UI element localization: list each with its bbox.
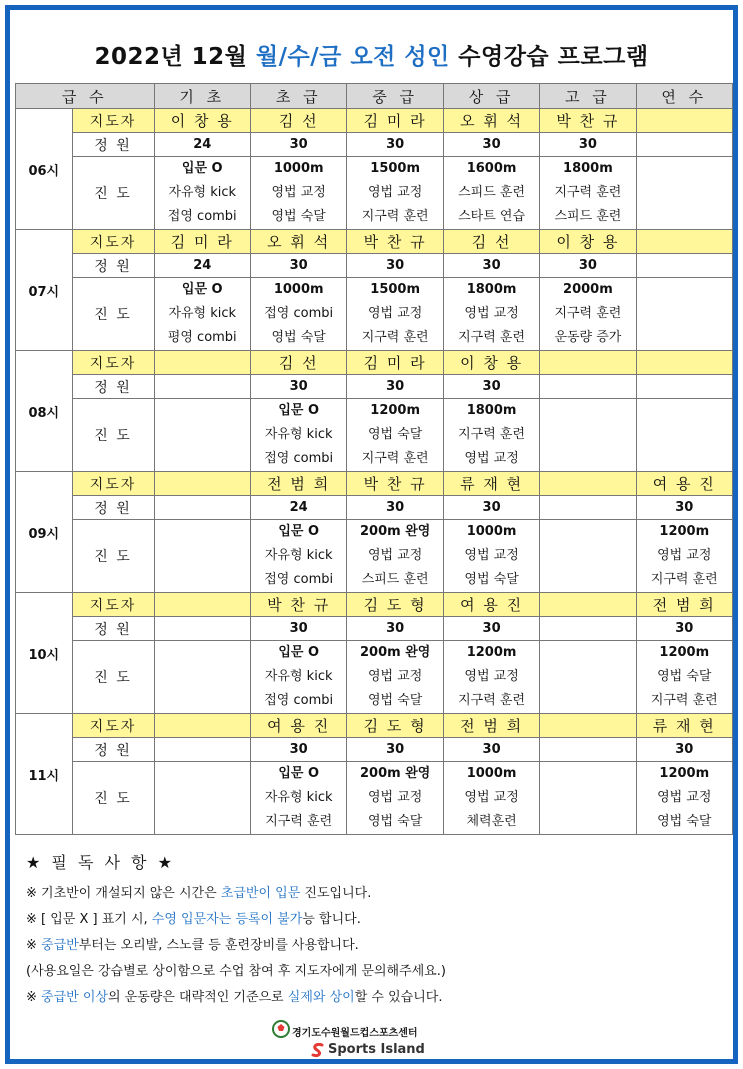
instructor-cell (154, 472, 250, 496)
progress-line: 영법 숙달 (367, 814, 423, 829)
progress-line: 접영 combi (264, 693, 334, 708)
capacity-cell (540, 738, 636, 762)
progress-line: 접영 combi (264, 451, 334, 466)
progress-cell (250, 278, 346, 351)
progress-line: 영법 교정 (367, 548, 423, 563)
capacity-cell: 30 (250, 617, 346, 641)
capacity-cell: 30 (443, 617, 539, 641)
logo-org-name: 경기도수원월드컵스포츠센터 (292, 1028, 418, 1039)
capacity-cell: 30 (250, 254, 346, 278)
progress-line: 지구력 훈련 (458, 427, 526, 442)
progress-line: 영법 교정 (367, 669, 423, 684)
progress-cell (443, 399, 539, 472)
instructor-cell: 이 창 용 (540, 230, 636, 254)
progress-cell (443, 278, 539, 351)
progress-line: 자유형 kick (264, 669, 333, 684)
progress-line: 1000m (273, 282, 324, 297)
instructor-cell: 류 재 현 (443, 472, 539, 496)
progress-line: 입문 O (278, 645, 320, 660)
progress-cell (154, 278, 250, 351)
instructor-cell: 이 창 용 (443, 351, 539, 375)
progress-cell (636, 762, 732, 835)
soccer-ball-icon (272, 1020, 290, 1038)
progress-cell (540, 399, 636, 472)
progress-line: 영법 교정 (464, 669, 519, 684)
progress-line: 지구력 훈련 (650, 572, 718, 587)
progress-line: 스피드 훈련 (361, 572, 429, 587)
header-cell: 기 초 (154, 84, 250, 109)
instructor-row (16, 230, 733, 254)
progress-line: 영법 숙달 (657, 814, 712, 829)
progress-cell (540, 762, 636, 835)
progress-line: 접영 combi (167, 209, 237, 224)
progress-line: 1200m (659, 524, 710, 539)
instructor-cell: 전 범 희 (250, 472, 346, 496)
progress-line: 자유형 kick (264, 548, 333, 563)
page-title (10, 38, 733, 71)
instructor-cell (540, 351, 636, 375)
row-label-progress: 진 도 (72, 278, 154, 351)
progress-cell (636, 157, 732, 230)
progress-line: 자유형 kick (168, 185, 237, 200)
progress-line: 1200m (370, 403, 421, 418)
instructor-cell: 여 용 진 (636, 472, 732, 496)
progress-line: 체력훈련 (466, 814, 517, 829)
progress-line: 입문 O (278, 766, 320, 781)
progress-line: 지구력 훈련 (458, 693, 526, 708)
row-label-instructor: 지도자 (72, 230, 154, 254)
progress-cell (347, 641, 444, 714)
row-label-instructor: 지도자 (72, 472, 154, 496)
title-program: 수영강습 프로그램 (458, 44, 649, 70)
progress-line: 입문 O (181, 161, 223, 176)
note-line-1: ※ 기초반이 개설되지 않은 시간은 초급반이 입문 진도입니다. (26, 886, 372, 901)
row-label-capacity: 정 원 (72, 496, 154, 520)
progress-cell (443, 762, 539, 835)
row-label-progress: 진 도 (72, 157, 154, 230)
progress-line: 200m 완영 (360, 645, 431, 660)
progress-line: 영법 교정 (271, 185, 326, 200)
instructor-cell: 오 휘 석 (443, 109, 539, 133)
capacity-cell: 30 (347, 133, 444, 157)
progress-line: 지구력 훈련 (361, 209, 429, 224)
progress-cell (540, 157, 636, 230)
progress-cell (636, 399, 732, 472)
instructor-cell: 김 선 (443, 230, 539, 254)
progress-line: 1000m (466, 524, 517, 539)
capacity-cell: 30 (443, 254, 539, 278)
progress-cell (443, 157, 539, 230)
capacity-cell: 24 (154, 133, 250, 157)
instructor-cell: 김 미 라 (347, 109, 444, 133)
instructor-cell: 김 선 (250, 109, 346, 133)
sports-island-s-icon (310, 1042, 326, 1058)
progress-line: 지구력 훈련 (361, 451, 429, 466)
progress-line: 운동량 증가 (554, 330, 622, 345)
row-label-progress: 진 도 (72, 520, 154, 593)
progress-cell (636, 278, 732, 351)
progress-line: 자유형 kick (264, 427, 333, 442)
progress-cell (443, 520, 539, 593)
instructor-cell: 전 범 희 (443, 714, 539, 738)
progress-line: 스피드 훈련 (554, 209, 622, 224)
progress-cell (347, 399, 444, 472)
capacity-cell: 30 (347, 375, 444, 399)
note-line-2: ※ [ 입문 X ] 표기 시, 수영 입문자는 등록이 불가능 합니다. (26, 912, 361, 927)
row-label-capacity: 정 원 (72, 738, 154, 762)
progress-line: 영법 숙달 (271, 209, 326, 224)
progress-line: 1500m (370, 161, 421, 176)
progress-line: 영법 숙달 (464, 572, 519, 587)
instructor-row (16, 109, 733, 133)
progress-cell (540, 278, 636, 351)
instructor-cell: 김 미 라 (347, 351, 444, 375)
capacity-cell (540, 617, 636, 641)
header-cell: 연 수 (636, 84, 732, 109)
instructor-cell (636, 230, 732, 254)
progress-line: 1500m (370, 282, 421, 297)
progress-line: 영법 교정 (367, 790, 423, 805)
capacity-cell: 24 (250, 496, 346, 520)
note-line-5: ※ 중급반 이상의 운동량은 대략적인 기준으로 실제와 상이할 수 있습니다. (26, 990, 443, 1005)
progress-line: 영법 교정 (464, 790, 519, 805)
progress-line: 영법 교정 (367, 185, 423, 200)
capacity-cell: 30 (540, 254, 636, 278)
row-label-instructor: 지도자 (72, 593, 154, 617)
capacity-cell: 30 (347, 738, 444, 762)
capacity-cell (636, 254, 732, 278)
time-slot: 10시 (16, 593, 73, 714)
instructor-cell: 박 찬 규 (347, 472, 444, 496)
row-label-progress: 진 도 (72, 641, 154, 714)
row-label-capacity: 정 원 (72, 254, 154, 278)
progress-cell (250, 762, 346, 835)
logo-brand: Sports Island (328, 1042, 425, 1057)
instructor-row (16, 714, 733, 738)
instructor-cell: 김 도 형 (347, 714, 444, 738)
progress-line: 영법 교정 (464, 548, 519, 563)
capacity-cell (540, 496, 636, 520)
progress-line: 스타트 연습 (458, 209, 526, 224)
capacity-cell (540, 375, 636, 399)
capacity-cell (154, 617, 250, 641)
instructor-cell (540, 714, 636, 738)
row-label-capacity: 정 원 (72, 617, 154, 641)
instructor-cell: 김 선 (250, 351, 346, 375)
progress-line: 영법 교정 (657, 790, 712, 805)
progress-line: 영법 교정 (367, 306, 423, 321)
capacity-cell: 24 (154, 254, 250, 278)
instructor-cell (636, 109, 732, 133)
capacity-row (16, 133, 733, 157)
header-cell: 급 수 (16, 84, 155, 109)
page-frame (5, 5, 738, 1064)
instructor-cell: 여 용 진 (443, 593, 539, 617)
capacity-cell: 30 (250, 738, 346, 762)
instructor-cell: 이 창 용 (154, 109, 250, 133)
progress-line: 200m 완영 (360, 524, 431, 539)
progress-line: 접영 combi (264, 306, 334, 321)
capacity-cell: 30 (250, 133, 346, 157)
instructor-cell: 여 용 진 (250, 714, 346, 738)
instructor-cell (154, 351, 250, 375)
instructor-cell (540, 593, 636, 617)
progress-cell (636, 641, 732, 714)
header-row (16, 84, 733, 109)
instructor-cell (154, 593, 250, 617)
schedule-table (15, 83, 733, 835)
progress-cell (154, 762, 250, 835)
progress-line: 자유형 kick (264, 790, 333, 805)
instructor-row (16, 351, 733, 375)
progress-line: 영법 교정 (464, 306, 519, 321)
instructor-cell: 김 미 라 (154, 230, 250, 254)
progress-line: 지구력 훈련 (361, 330, 429, 345)
progress-cell (443, 641, 539, 714)
instructor-cell (636, 351, 732, 375)
progress-cell (347, 157, 444, 230)
capacity-row (16, 496, 733, 520)
row-label-progress: 진 도 (72, 762, 154, 835)
progress-cell (250, 157, 346, 230)
instructor-cell (154, 714, 250, 738)
capacity-cell: 30 (250, 375, 346, 399)
header-cell: 상 급 (443, 84, 539, 109)
capacity-cell: 30 (636, 496, 732, 520)
capacity-cell: 30 (443, 496, 539, 520)
instructor-cell: 류 재 현 (636, 714, 732, 738)
instructor-cell (540, 472, 636, 496)
progress-line: 지구력 훈련 (554, 185, 622, 200)
progress-line: 1600m (466, 161, 517, 176)
progress-line: 지구력 훈련 (458, 330, 526, 345)
instructor-cell: 전 범 희 (636, 593, 732, 617)
capacity-cell: 30 (636, 617, 732, 641)
time-slot: 11시 (16, 714, 73, 835)
progress-line: 1800m (466, 403, 517, 418)
progress-cell (154, 641, 250, 714)
capacity-cell: 30 (443, 375, 539, 399)
progress-line: 입문 O (181, 282, 223, 297)
capacity-row (16, 254, 733, 278)
instructor-cell: 박 찬 규 (540, 109, 636, 133)
progress-line: 자유형 kick (168, 306, 237, 321)
time-slot: 08시 (16, 351, 73, 472)
capacity-cell (636, 133, 732, 157)
capacity-cell (154, 738, 250, 762)
instructor-cell: 박 찬 규 (347, 230, 444, 254)
header-cell: 초 급 (250, 84, 346, 109)
capacity-cell (154, 375, 250, 399)
title-days: 월/수/금 오전 성인 (255, 44, 450, 70)
row-label-progress: 진 도 (72, 399, 154, 472)
progress-cell (250, 641, 346, 714)
capacity-cell (636, 375, 732, 399)
note-line-4: (사용요일은 강습별로 상이함으로 수업 참여 후 지도자에게 문의해주세요.) (26, 964, 446, 979)
progress-line: 영법 숙달 (367, 693, 423, 708)
progress-line: 영법 숙달 (657, 669, 712, 684)
title-date: 2022년 12월 (94, 44, 248, 70)
progress-line: 입문 O (278, 524, 320, 539)
capacity-cell: 30 (347, 617, 444, 641)
progress-cell (250, 399, 346, 472)
notes-section (26, 850, 726, 1011)
capacity-cell: 30 (443, 738, 539, 762)
instructor-row (16, 593, 733, 617)
progress-line: 영법 교정 (464, 451, 519, 466)
time-slot: 06시 (16, 109, 73, 230)
progress-line: 1200m (659, 645, 710, 660)
progress-cell (540, 641, 636, 714)
progress-cell (636, 520, 732, 593)
progress-line: 영법 교정 (657, 548, 712, 563)
capacity-cell: 30 (540, 133, 636, 157)
time-slot: 09시 (16, 472, 73, 593)
progress-cell (347, 762, 444, 835)
progress-line: 평영 combi (167, 330, 237, 345)
instructor-cell: 박 찬 규 (250, 593, 346, 617)
capacity-cell (154, 496, 250, 520)
progress-cell (250, 520, 346, 593)
progress-cell (154, 520, 250, 593)
progress-line: 1800m (466, 282, 517, 297)
progress-line: 1200m (659, 766, 710, 781)
notes-title: ★ 필 독 사 항 ★ (26, 853, 175, 872)
progress-cell (347, 520, 444, 593)
progress-line: 영법 숙달 (367, 427, 423, 442)
progress-line: 스피드 훈련 (458, 185, 526, 200)
note-line-3: ※ 중급반부터는 오리발, 스노클 등 훈련장비를 사용합니다. (26, 938, 359, 953)
progress-cell (347, 278, 444, 351)
instructor-cell: 김 도 형 (347, 593, 444, 617)
capacity-cell: 30 (636, 738, 732, 762)
progress-line: 1800m (563, 161, 613, 176)
progress-line: 2000m (563, 282, 613, 297)
row-label-instructor: 지도자 (72, 714, 154, 738)
instructor-cell: 오 휘 석 (250, 230, 346, 254)
progress-cell (154, 399, 250, 472)
capacity-cell: 30 (443, 133, 539, 157)
progress-line: 접영 combi (264, 572, 334, 587)
capacity-cell: 30 (347, 254, 444, 278)
progress-line: 입문 O (278, 403, 320, 418)
progress-line: 영법 숙달 (271, 330, 326, 345)
progress-line: 1200m (466, 645, 517, 660)
sports-center-logo (272, 1020, 472, 1062)
instructor-row (16, 472, 733, 496)
header-cell: 중 급 (347, 84, 444, 109)
capacity-cell: 30 (347, 496, 444, 520)
progress-line: 지구력 훈련 (650, 693, 718, 708)
progress-line: 지구력 훈련 (554, 306, 622, 321)
progress-line: 200m 완영 (360, 766, 431, 781)
row-label-instructor: 지도자 (72, 351, 154, 375)
progress-cell (540, 520, 636, 593)
capacity-row (16, 738, 733, 762)
row-label-capacity: 정 원 (72, 375, 154, 399)
progress-cell (154, 157, 250, 230)
progress-line: 1000m (273, 161, 324, 176)
progress-line: 지구력 훈련 (265, 814, 333, 829)
row-label-instructor: 지도자 (72, 109, 154, 133)
capacity-row (16, 375, 733, 399)
row-label-capacity: 정 원 (72, 133, 154, 157)
header-cell: 고 급 (540, 84, 636, 109)
time-slot: 07시 (16, 230, 73, 351)
progress-line: 1000m (466, 766, 517, 781)
capacity-row (16, 617, 733, 641)
